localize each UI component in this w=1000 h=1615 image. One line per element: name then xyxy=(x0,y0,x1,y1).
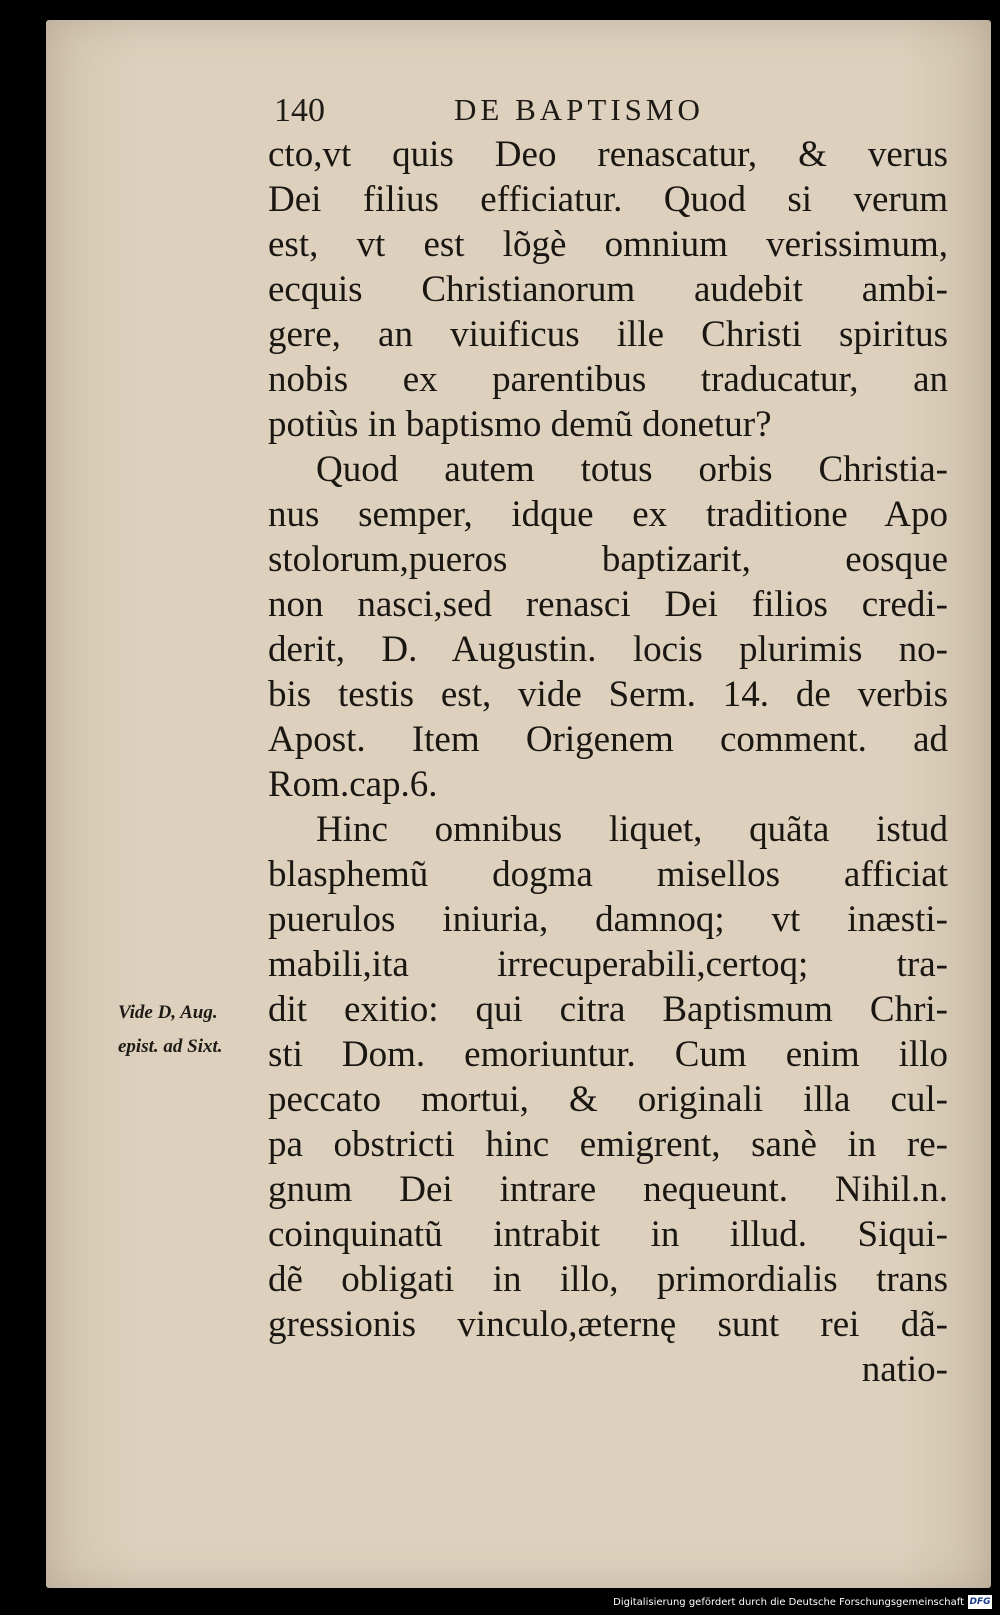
text-line: cto,vt quis Deo renascatur, & verus xyxy=(268,134,948,175)
text-line: dit exitio: qui citra Baptismum Chri- xyxy=(268,989,948,1030)
digitization-footer xyxy=(613,1591,992,1613)
running-head xyxy=(274,92,774,132)
text-line: peccato mortui, & originali illa cul- xyxy=(268,1079,948,1120)
book-page xyxy=(46,20,991,1588)
text-line: Rom.cap.6. xyxy=(268,764,438,805)
text-line: est, vt est lõgè omnium verissimum, xyxy=(268,224,948,265)
footer-credit: Digitalisierung gefördert durch die Deutsche Forschungsgemeinschaft xyxy=(613,1596,964,1608)
running-title: DE BAPTISMO xyxy=(454,92,704,127)
text-line: blasphemũ dogma misellos afficiat xyxy=(268,854,948,895)
text-line: nobis ex parentibus traducatur, an xyxy=(268,359,948,400)
text-line: bis testis est, vide Serm. 14. de verbis xyxy=(268,674,948,715)
dfg-logo-icon: DFG xyxy=(969,1597,991,1607)
text-line: pa obstricti hinc emigrent, sanè in re- xyxy=(268,1124,948,1165)
margin-note-line: epist. ad Sixt. xyxy=(118,1036,223,1057)
text-line: gere, an viuificus ille Christi spiritus xyxy=(268,314,948,355)
text-line: gressionis vinculo,æternę sunt rei dã- xyxy=(268,1304,948,1345)
text-line: derit, D. Augustin. locis plurimis no- xyxy=(268,629,948,670)
text-line: Apost. Item Origenem comment. ad xyxy=(268,719,948,760)
margin-note xyxy=(118,996,288,1064)
text-line: mabili,ita irrecuperabili,certoq; tra- xyxy=(268,944,948,985)
margin-note-line: Vide D, Aug. xyxy=(118,1002,218,1023)
catchword: natio- xyxy=(861,1349,948,1390)
text-line: nus semper, idque ex traditione Apo xyxy=(268,494,948,535)
page-number: 140 xyxy=(274,92,325,129)
text-line: sti Dom. emoriuntur. Cum enim illo xyxy=(268,1034,948,1075)
main-text xyxy=(268,132,948,1392)
text-line: gnum Dei intrare nequeunt. Nihil.n. xyxy=(268,1169,948,1210)
text-line: puerulos iniuria, damnoq; vt inæsti- xyxy=(268,899,948,940)
text-line: dẽ obligati in illo, primordialis trans xyxy=(268,1259,948,1300)
text-line: stolorum,pueros baptizarit, eosque xyxy=(268,539,948,580)
text-line: Dei filius efficiatur. Quod si verum xyxy=(268,179,948,220)
text-line: coinquinatũ intrabit in illud. Siqui- xyxy=(268,1214,948,1255)
text-line: non nasci,sed renasci Dei filios credi- xyxy=(268,584,948,625)
text-line: Hinc omnibus liquet, quãta istud xyxy=(316,809,948,850)
text-line: potiùs in baptismo demũ donetur? xyxy=(268,404,772,445)
text-line: ecquis Christianorum audebit ambi- xyxy=(268,269,948,310)
text-line: Quod autem totus orbis Christia- xyxy=(316,449,948,490)
